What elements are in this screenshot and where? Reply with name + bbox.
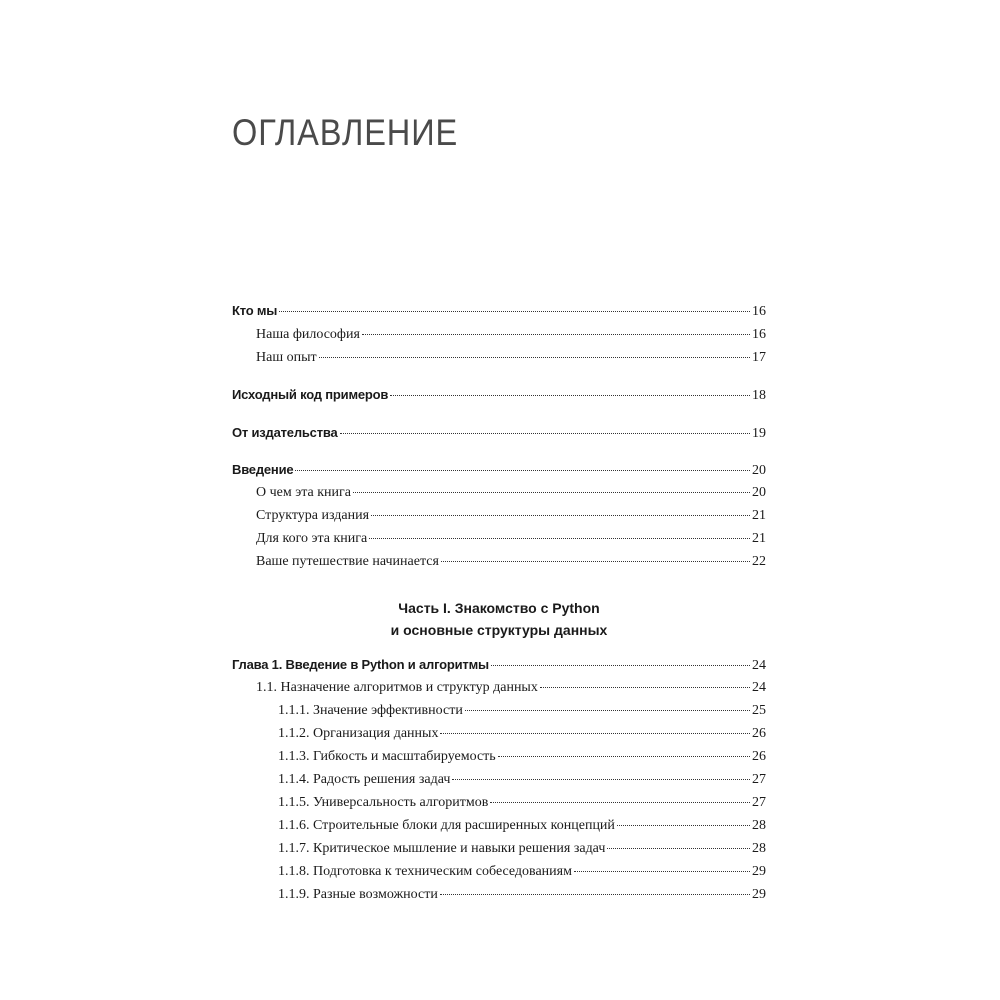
toc-entry-page: 22 bbox=[752, 554, 766, 569]
toc-entry-title: Кто мы bbox=[232, 303, 278, 318]
toc-entry[interactable] bbox=[232, 886, 766, 904]
dot-leader bbox=[340, 433, 750, 434]
toc-entry[interactable] bbox=[232, 386, 766, 405]
dot-leader bbox=[362, 334, 750, 335]
toc-entry[interactable] bbox=[232, 507, 766, 525]
dot-leader bbox=[440, 894, 750, 895]
dot-leader bbox=[319, 357, 750, 358]
toc-entry-title: 1.1.8. Подготовка к техническим собеседованиям bbox=[278, 864, 572, 879]
toc-entry-title: Ваше путешествие начинается bbox=[256, 554, 439, 569]
toc-entry-title: 1.1.2. Организация данных bbox=[278, 726, 439, 741]
dot-leader bbox=[371, 515, 750, 516]
toc-entry-page: 20 bbox=[752, 485, 766, 500]
toc-entry-page: 29 bbox=[752, 887, 766, 902]
toc-entry[interactable] bbox=[232, 725, 766, 743]
dot-leader bbox=[441, 561, 750, 562]
toc-entry[interactable] bbox=[232, 530, 766, 548]
dot-leader bbox=[465, 710, 750, 711]
toc-entry-page: 17 bbox=[752, 350, 766, 365]
toc-entry[interactable] bbox=[232, 771, 766, 789]
toc-entry[interactable] bbox=[232, 863, 766, 881]
toc-entry[interactable] bbox=[232, 302, 766, 321]
toc-entry-page: 25 bbox=[752, 703, 766, 718]
toc-entry-title: Исходный код примеров bbox=[232, 387, 389, 402]
toc-entry-page: 27 bbox=[752, 772, 766, 787]
toc-entry-page: 19 bbox=[752, 426, 766, 441]
toc-entry-title: Введение bbox=[232, 462, 294, 477]
toc-entry-title: О чем эта книга bbox=[256, 485, 351, 500]
toc-entry-page: 27 bbox=[752, 795, 766, 810]
toc-entry-page: 26 bbox=[752, 749, 766, 764]
toc-entry[interactable] bbox=[232, 679, 766, 697]
toc-entry-page: 28 bbox=[752, 841, 766, 856]
dot-leader bbox=[369, 538, 750, 539]
toc-entry[interactable] bbox=[232, 424, 766, 443]
toc-entry-page: 16 bbox=[752, 304, 766, 319]
toc-entry-title: 1.1.5. Универсальность алгоритмов bbox=[278, 795, 489, 810]
dot-leader bbox=[295, 470, 750, 471]
toc-entry-title: 1.1.9. Разные возможности bbox=[278, 887, 438, 902]
toc-entry-title: Наш опыт bbox=[256, 350, 317, 365]
dot-leader bbox=[617, 825, 750, 826]
toc-entry-page: 26 bbox=[752, 726, 766, 741]
toc-entry-page: 24 bbox=[752, 680, 766, 695]
toc-entry[interactable] bbox=[232, 326, 766, 344]
dot-leader bbox=[440, 733, 750, 734]
toc-entry-page: 20 bbox=[752, 463, 766, 478]
part-heading-line-2: и основные структуры данных bbox=[390, 622, 608, 638]
toc-entry[interactable] bbox=[232, 349, 766, 367]
toc-entry-page: 16 bbox=[752, 327, 766, 342]
toc-entry[interactable] bbox=[232, 794, 766, 812]
toc-entry-title: 1.1.1. Значение эффективности bbox=[278, 703, 463, 718]
dot-leader bbox=[491, 665, 750, 666]
dot-leader bbox=[353, 492, 750, 493]
toc-entry-page: 21 bbox=[752, 508, 766, 523]
dot-leader bbox=[452, 779, 750, 780]
toc-entry[interactable] bbox=[232, 702, 766, 720]
toc-entry-title: 1.1.6. Строительные блоки для расширенных концепций bbox=[278, 818, 615, 833]
page-title: ОГЛАВЛЕНИЕ bbox=[232, 112, 459, 153]
toc-entry-title: От издательства bbox=[232, 425, 338, 440]
part-heading-line-1: Часть I. Знакомство с Python bbox=[398, 600, 600, 616]
toc-entry[interactable] bbox=[232, 748, 766, 766]
toc-entry-title: 1.1.4. Радость решения задач bbox=[278, 772, 451, 787]
dot-leader bbox=[390, 395, 750, 396]
toc-entry-page: 18 bbox=[752, 388, 766, 403]
dot-leader bbox=[540, 687, 750, 688]
toc-entry-title: Для кого эта книга bbox=[256, 531, 368, 546]
dot-leader bbox=[498, 756, 750, 757]
toc-entry-title: Глава 1. Введение в Python и алгоритмы bbox=[232, 657, 489, 672]
toc-entry-page: 28 bbox=[752, 818, 766, 833]
toc-entry-page: 21 bbox=[752, 531, 766, 546]
toc-entry[interactable] bbox=[232, 484, 766, 502]
toc-entry-page: 24 bbox=[752, 658, 766, 673]
dot-leader bbox=[607, 848, 750, 849]
dot-leader bbox=[574, 871, 750, 872]
toc-entry-title: 1.1.7. Критическое мышление и навыки решения задач bbox=[278, 841, 606, 856]
toc-entry[interactable] bbox=[232, 840, 766, 858]
toc-entry-title: Наша философия bbox=[256, 327, 360, 342]
toc-entry[interactable] bbox=[232, 817, 766, 835]
toc-entry[interactable] bbox=[232, 656, 766, 675]
toc-entry-page: 29 bbox=[752, 864, 766, 879]
dot-leader bbox=[490, 802, 750, 803]
dot-leader bbox=[279, 311, 750, 312]
toc-entry-title: 1.1. Назначение алгоритмов и структур данных bbox=[256, 680, 538, 695]
toc-entry[interactable] bbox=[232, 461, 766, 480]
toc-entry-title: Структура издания bbox=[256, 508, 370, 523]
toc-entry[interactable] bbox=[232, 553, 766, 571]
toc-entry-title: 1.1.3. Гибкость и масштабируемость bbox=[278, 749, 496, 764]
